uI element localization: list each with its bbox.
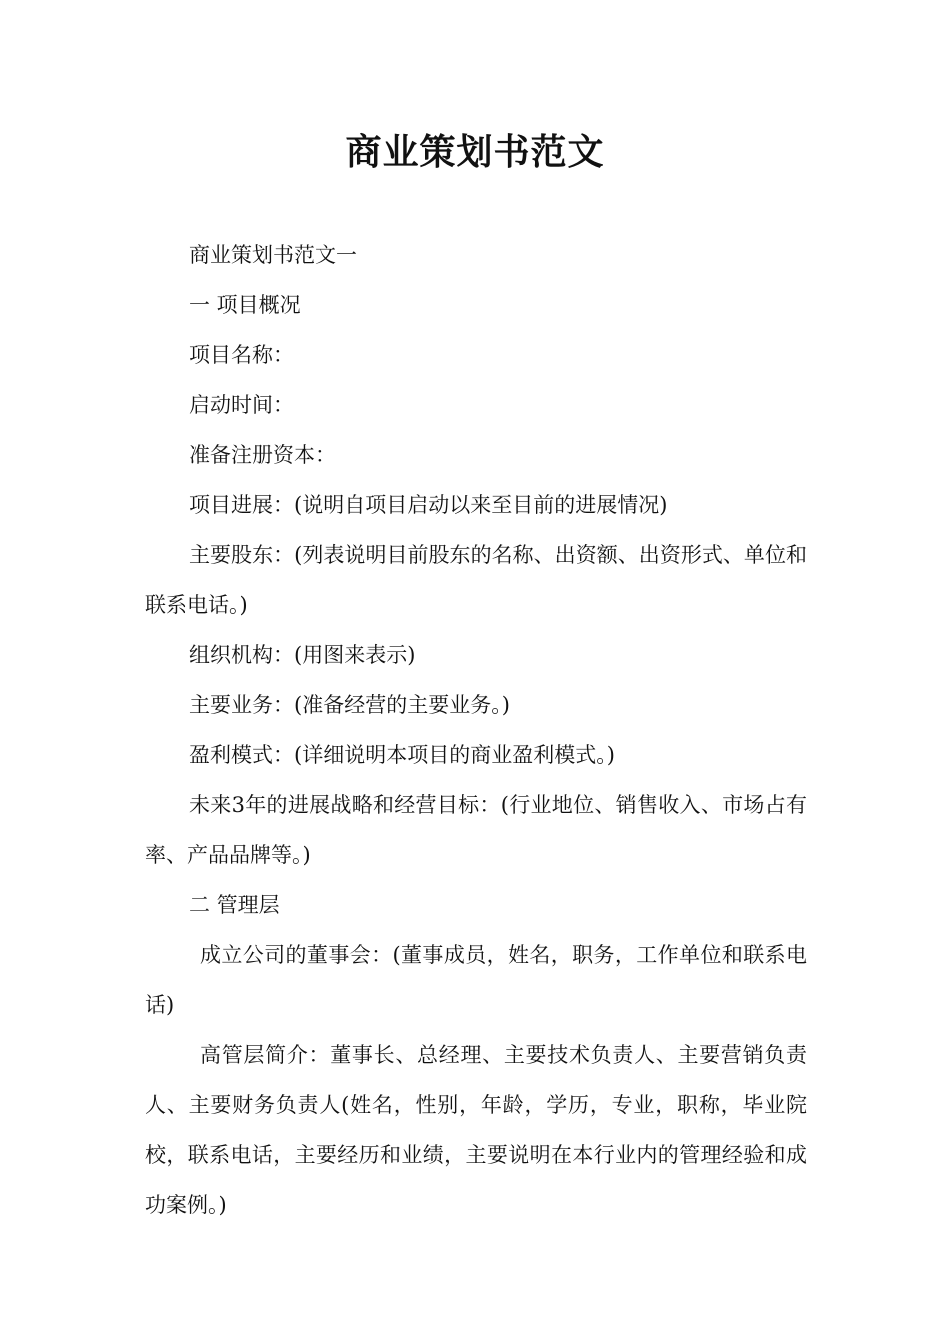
field-board-of-directors: 成立公司的董事会：(董事成员，姓名，职务，工作单位和联系电话) bbox=[145, 943, 807, 1017]
field-project-progress: 项目进展：(说明自项目启动以来至目前的进展情况) bbox=[189, 493, 668, 517]
field-start-time: 启动时间： bbox=[189, 393, 294, 417]
field-three-year-strategy: 未来3年的进展战略和经营目标：(行业地位、销售收入、市场占有率、产品品牌等。) bbox=[145, 793, 807, 867]
section-heading-management: 二 管理层 bbox=[189, 893, 280, 917]
field-profit-model: 盈利模式：(详细说明本项目的商业盈利模式。) bbox=[189, 743, 615, 767]
section-heading-example-one: 商业策划书范文一 bbox=[189, 243, 357, 267]
field-project-name: 项目名称： bbox=[189, 343, 294, 367]
field-executive-profiles: 高管层简介：董事长、总经理、主要技术负责人、主要营销负责人、主要财务负责人(姓名，性别，年龄，学历，专业，职称，毕业院校，联系电话，主要经历和业绩，主要说明在本行业内的管理经验和成功案例。) bbox=[145, 1043, 807, 1217]
field-main-business: 主要业务：(准备经营的主要业务。) bbox=[189, 693, 510, 717]
document-body bbox=[145, 230, 807, 1230]
field-main-shareholders: 主要股东：(列表说明目前股东的名称、出资额、出资形式、单位和联系电话。) bbox=[145, 543, 807, 617]
field-registered-capital: 准备注册资本： bbox=[189, 443, 336, 467]
document-title: 商业策划书范文 bbox=[345, 132, 605, 173]
field-organization: 组织机构：(用图来表示) bbox=[189, 643, 416, 667]
section-heading-project-overview: 一 项目概况 bbox=[189, 293, 301, 317]
